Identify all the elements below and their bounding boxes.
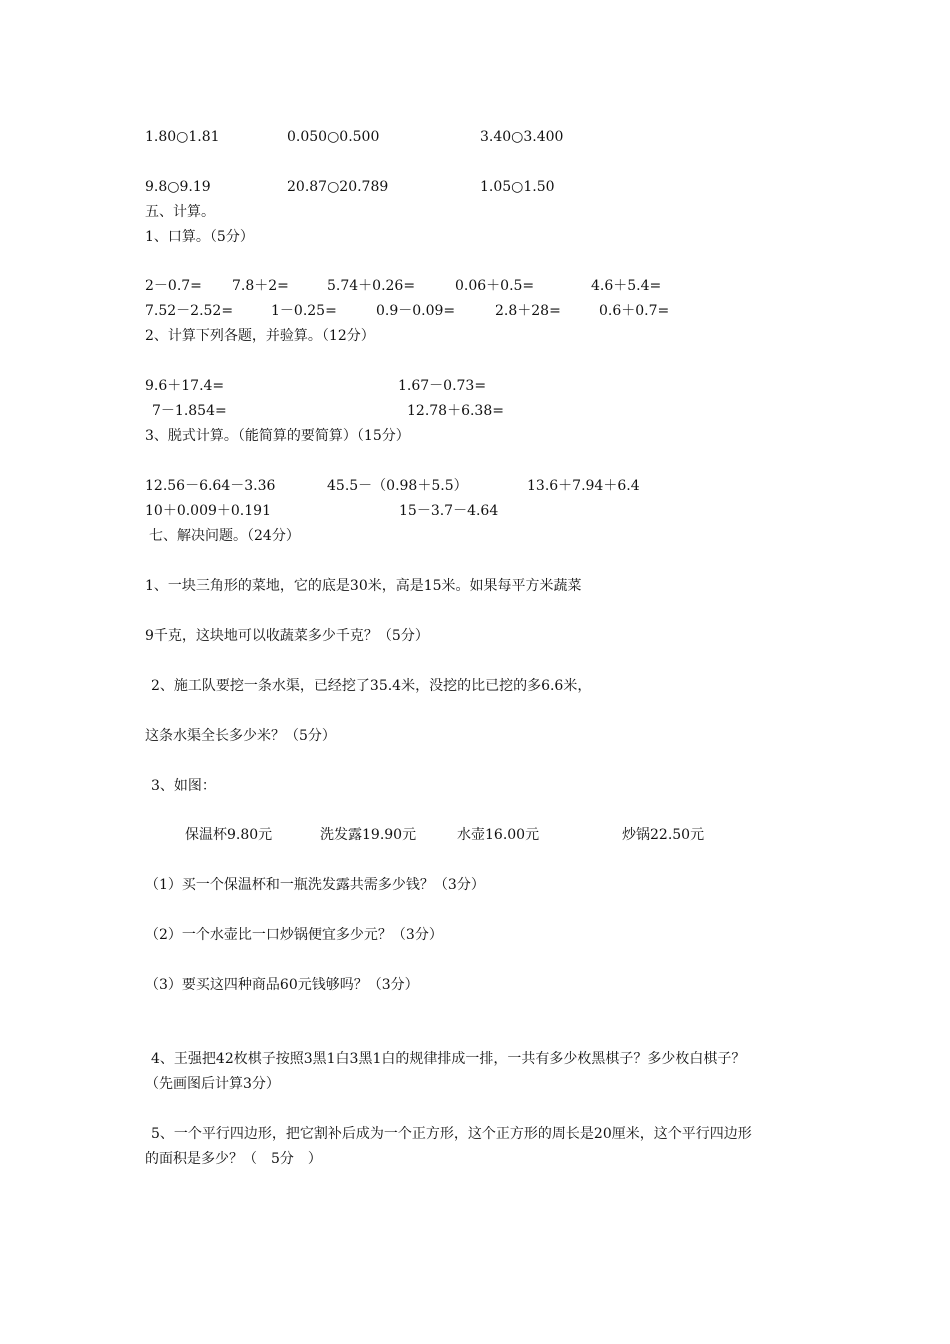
verify-item: 1.67－0.73= [398, 378, 487, 394]
question-line: 这条水渠全长多少米？（5分） [145, 728, 336, 744]
question-line: 1、一块三角形的菜地，它的底是30米，高是15米。如果每平方米蔬菜 [145, 578, 582, 594]
oral-item: 7.8＋2= [232, 278, 289, 294]
stepwise-item: 45.5－（0.98＋5.5） [327, 478, 468, 494]
compare-item: 9.8○9.19 [145, 179, 211, 195]
oral-item: 2.8＋28= [495, 303, 561, 319]
price-item: 洗发露19.90元 [320, 827, 417, 843]
compare-item: 1.80○1.81 [145, 129, 220, 145]
oral-item: 1－0.25= [271, 303, 337, 319]
stepwise-item: 10＋0.009＋0.191 [145, 503, 271, 519]
question-line: 4、王强把42枚棋子按照3黑1白3黑1白的规律排成一排，一共有多少枚黑棋子？多少枚白棋子？ [151, 1051, 746, 1067]
section-title: 七、解决问题。（24分） [149, 528, 300, 544]
compare-item: 1.05○1.50 [480, 179, 555, 195]
oral-item: 0.06＋0.5= [455, 278, 535, 294]
sub-question: （1）买一个保温杯和一瓶洗发露共需多少钱？（3分） [145, 877, 485, 893]
question-line: 2、施工队要挖一条水渠，已经挖了35.4米，没挖的比已挖的多6.6米， [151, 678, 592, 694]
question-heading: 2、计算下列各题，并验算。（12分） [145, 328, 375, 344]
compare-item: 3.40○3.400 [480, 129, 564, 145]
sub-question: （2）一个水壶比一口炒锅便宜多少元？（3分） [145, 927, 443, 943]
question-heading: 3、如图： [151, 778, 216, 794]
question-line: 5、一个平行四边形，把它割补后成为一个正方形，这个正方形的周长是20厘米，这个平行四边形 [151, 1126, 752, 1142]
verify-item: 9.6＋17.4= [145, 378, 225, 394]
oral-item: 5.74＋0.26= [327, 278, 416, 294]
question-line: （先画图后计算3分） [145, 1076, 280, 1092]
verify-item: 12.78＋6.38= [407, 403, 504, 419]
section-title: 五、计算。 [145, 204, 215, 220]
price-item: 炒锅22.50元 [622, 827, 705, 843]
oral-item: 2－0.7= [145, 278, 202, 294]
question-line: 的面积是多少？（ 5分 ） [145, 1151, 322, 1167]
stepwise-item: 15－3.7－4.64 [399, 503, 499, 519]
compare-item: 20.87○20.789 [287, 179, 389, 195]
verify-item: 7－1.854= [152, 403, 227, 419]
sub-question: （3）要买这四种商品60元钱够吗？（3分） [145, 977, 419, 993]
stepwise-item: 13.6＋7.94＋6.4 [527, 478, 640, 494]
oral-item: 7.52－2.52= [145, 303, 234, 319]
stepwise-item: 12.56－6.64－3.36 [145, 478, 276, 494]
oral-item: 4.6＋5.4= [591, 278, 662, 294]
compare-item: 0.050○0.500 [287, 129, 380, 145]
question-heading: 3、脱式计算。（能简算的要简算）（15分） [145, 428, 410, 444]
oral-item: 0.9－0.09= [376, 303, 456, 319]
price-item: 水壶16.00元 [457, 827, 540, 843]
question-line: 9千克，这块地可以收蔬菜多少千克？（5分） [145, 628, 429, 644]
oral-item: 0.6＋0.7= [599, 303, 670, 319]
price-item: 保温杯9.80元 [185, 827, 273, 843]
question-heading: 1、口算。（5分） [145, 229, 254, 245]
